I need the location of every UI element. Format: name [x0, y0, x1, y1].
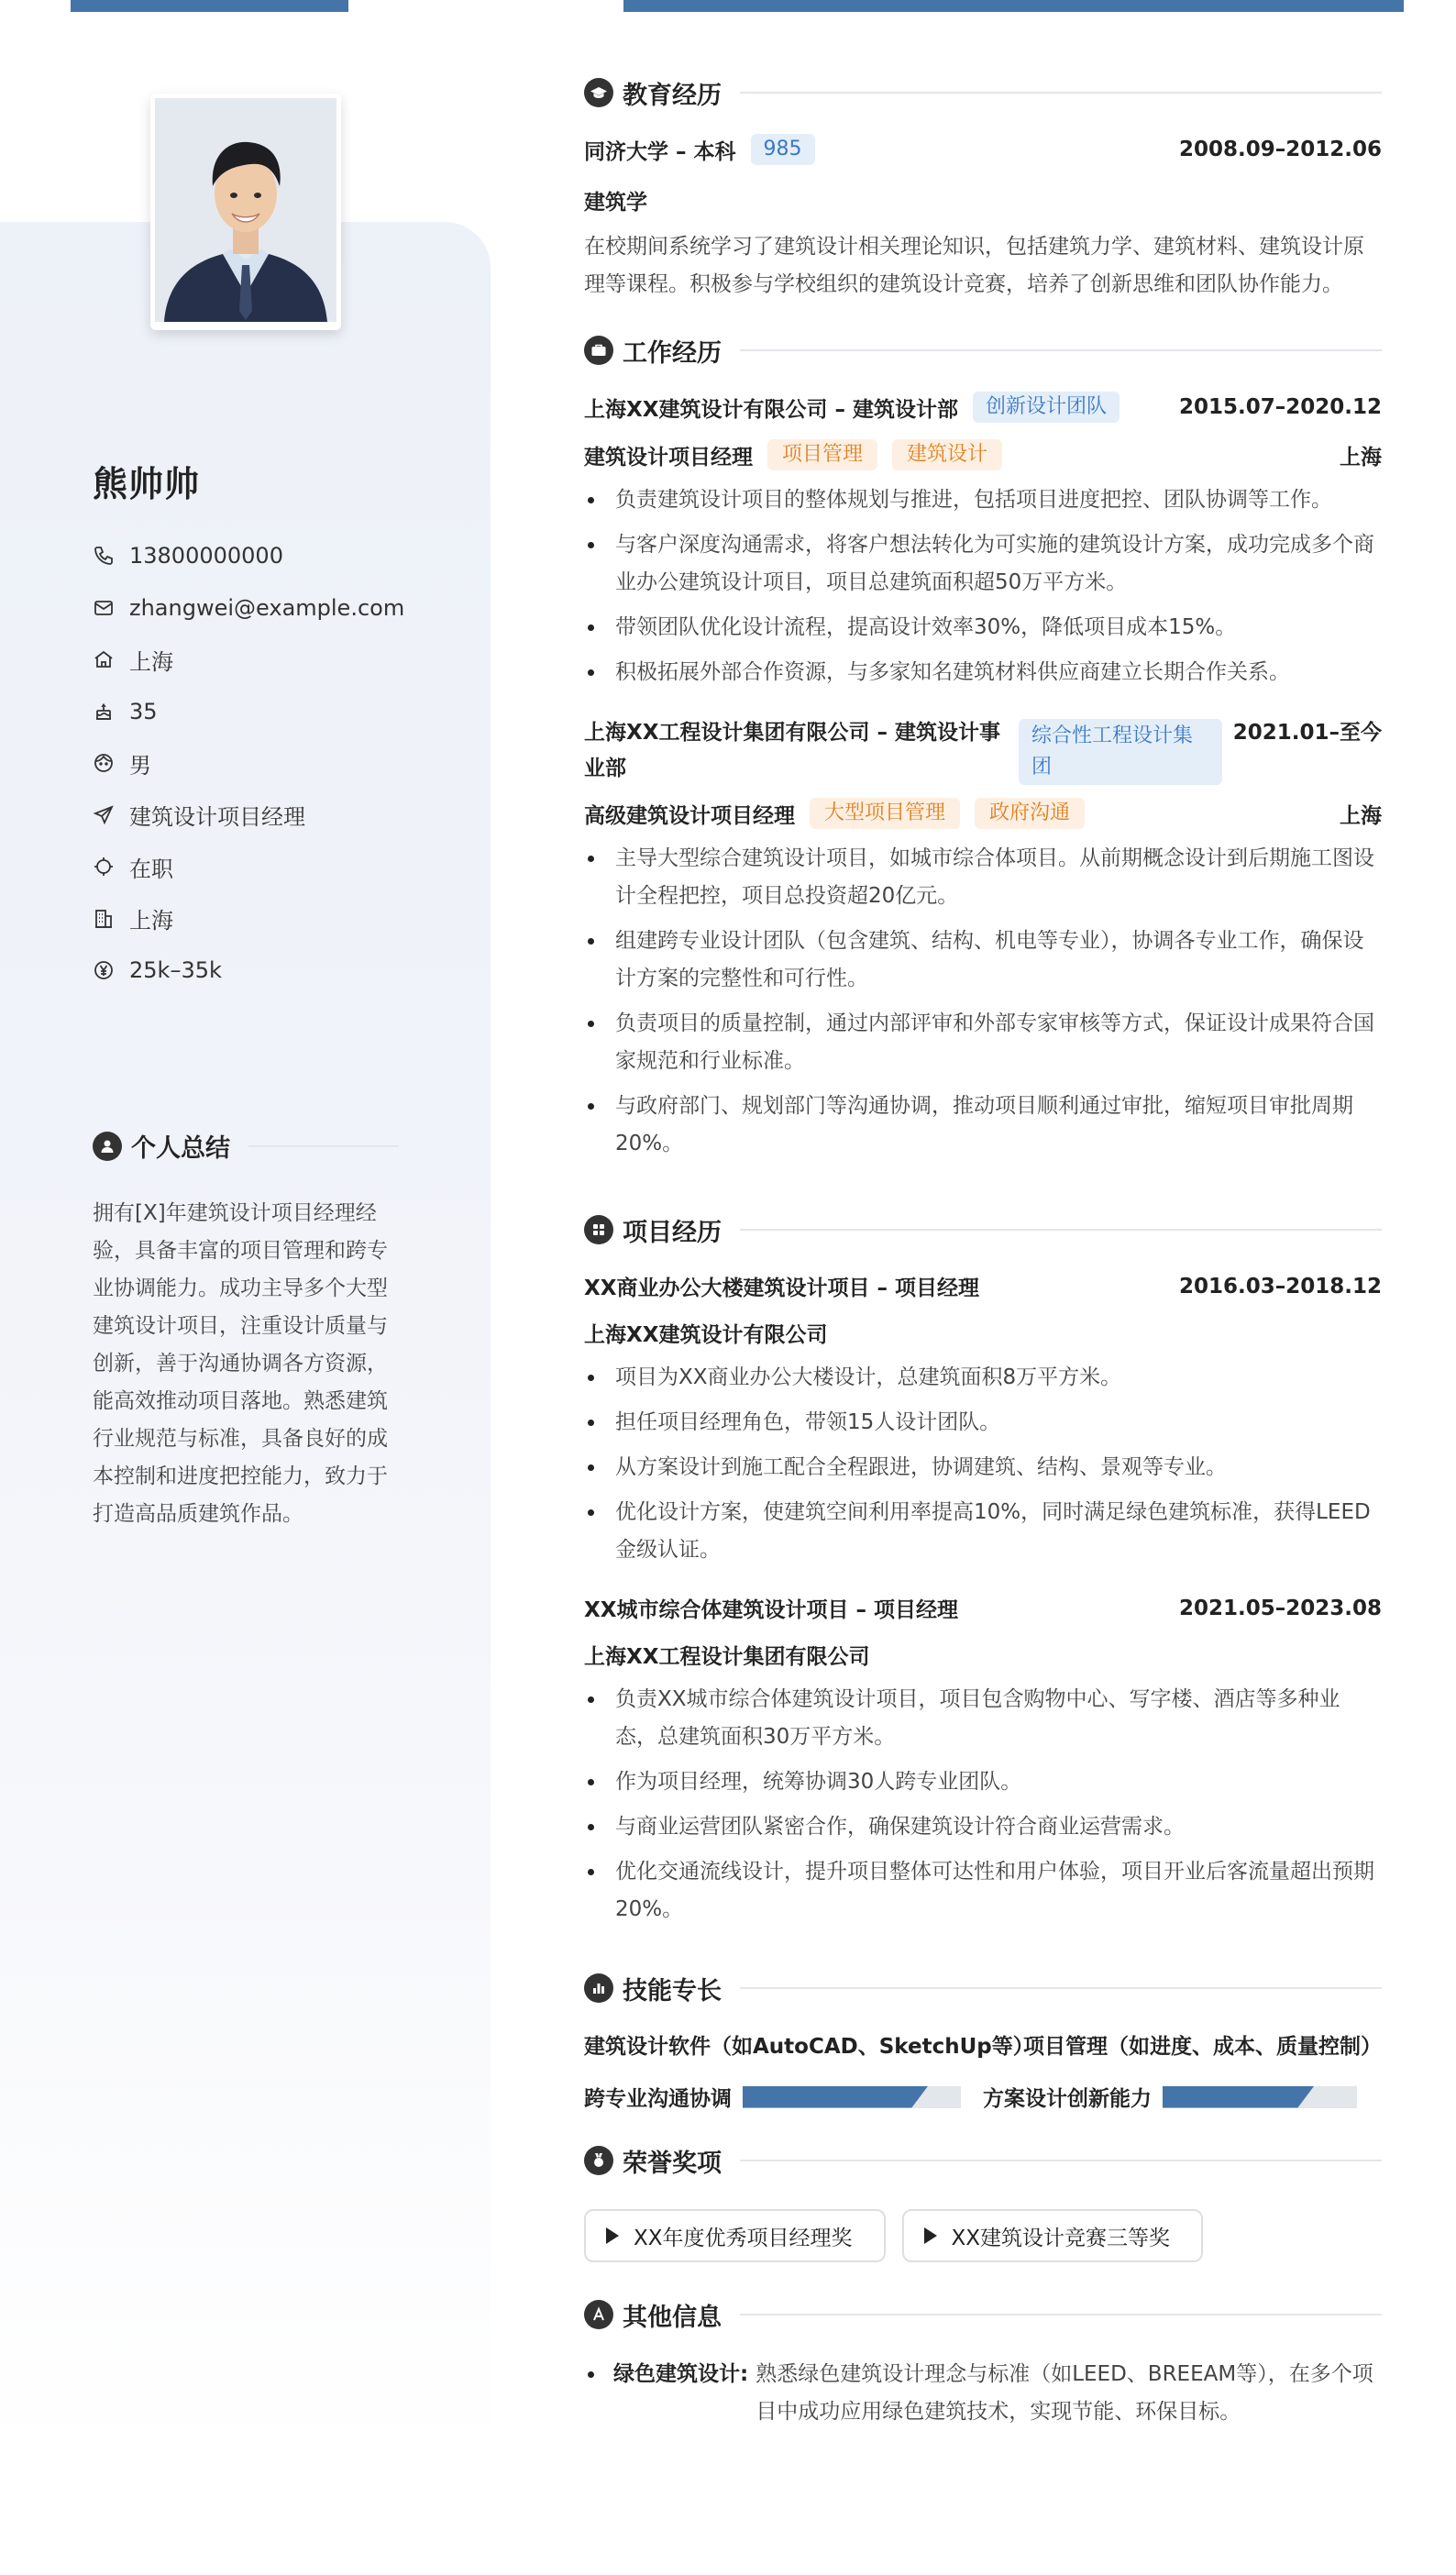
other-section-header: [584, 2295, 1382, 2334]
salary-text: 25k–35k: [129, 957, 222, 984]
education-major-row: [584, 185, 1382, 216]
send-icon: [93, 804, 115, 826]
skills-title: 技能专长: [623, 1976, 722, 2006]
briefcase-icon: [584, 336, 613, 365]
education-date: 2008.09–2012.06: [1178, 138, 1382, 161]
bar-chart-icon: [584, 1973, 613, 2003]
skill-name: 方案设计创新能力: [983, 2087, 1152, 2111]
other-info-text: 熟悉绿色建筑设计理念与标准（如LEED、BREEAM等），在多个项目中成功应用绿色建筑技术，实现节能、环保目标。: [756, 2362, 1373, 2424]
list-item: 组建跨专业设计团队（包含建筑、结构、机电等专业），协调各专业工作，确保设计方案的完整性和可行性。: [584, 923, 1382, 998]
email-address: zhangwei@example.com: [129, 594, 405, 621]
target-city-text: 上海: [129, 908, 173, 934]
contact-info-list: [93, 530, 459, 997]
info-phone: [93, 530, 459, 582]
skill-level-fill: [1163, 2086, 1314, 2108]
list-item: 项目为XX商业办公大楼设计，总建筑面积8万平方米。: [584, 1359, 1382, 1397]
skill-level-fill: [743, 2086, 928, 2108]
mail-icon: [93, 597, 115, 619]
work-role: 高级建筑设计项目经理: [584, 803, 795, 828]
top-accent-bar-right: [623, 0, 1404, 12]
project-name: XX商业办公大楼建筑设计项目 – 项目经理: [584, 1276, 979, 1300]
play-icon: [924, 2227, 937, 2244]
work-skill-tag: 建筑设计: [892, 439, 1002, 470]
phone-icon: [93, 545, 115, 567]
skill-name: 建筑设计软件（如AutoCAD、SketchUp等）: [584, 2035, 1034, 2059]
summary-text: 拥有[X]年建筑设计项目经理经验，具备丰富的项目管理和跨专业协调能力。成功主导多个大型建筑设计项目，注重设计质量与创新，善于沟通协调各方资源，能高效推动项目落地。熟悉建筑行业规范与标准，具备良好的成本控制和进度把控能力，致力于打造高品质建筑作品。: [93, 1201, 388, 1526]
work-skill-tag: 项目管理: [767, 439, 877, 470]
age-text: 35: [129, 698, 158, 724]
work-org: 上海XX工程设计集团有限公司 – 建筑设计事业部: [584, 721, 1000, 780]
work-item: [584, 715, 1382, 1163]
other-title: 其他信息: [623, 2303, 722, 2332]
medal-icon: [584, 2146, 613, 2175]
education-section-header: [584, 73, 1382, 112]
project-date: 2021.05–2023.08: [1178, 1596, 1382, 1620]
work-title: 工作经历: [623, 338, 722, 368]
work-team-tag: 创新设计团队: [973, 392, 1120, 423]
main-column: [584, 73, 1382, 2431]
school-name: 同济大学 – 本科: [584, 139, 736, 164]
info-gender: [93, 737, 459, 790]
major-name: 建筑学: [584, 191, 647, 215]
list-item: 与商业运营团队紧密合作，确保建筑设计符合商业运营需求。: [584, 1808, 1382, 1846]
info-location: [93, 634, 459, 686]
work-skill-tag: 大型项目管理: [810, 798, 960, 829]
list-item: 担任项目经理角色，带领15人设计团队。: [584, 1404, 1382, 1442]
info-target-position: [93, 790, 459, 842]
play-icon: [606, 2227, 619, 2244]
work-role: 建筑设计项目经理: [584, 445, 753, 470]
awards-title: 荣誉奖项: [623, 2149, 722, 2178]
project-bullets: [584, 1681, 1382, 1928]
other-info-label: 绿色建筑设计:: [613, 2362, 749, 2386]
list-item: 负责项目的质量控制，通过内部评审和外部专家审核等方式，保证设计成果符合国家规范和行业标准。: [584, 1005, 1382, 1080]
yen-coin-icon: [93, 959, 115, 981]
section-divider: [740, 2160, 1382, 2161]
gender-text: 男: [129, 752, 151, 779]
target-position-text: 建筑设计项目经理: [129, 804, 305, 831]
project-item: [584, 1593, 1382, 1928]
location-text: 上海: [129, 648, 173, 675]
phone-number: 13800000000: [129, 543, 283, 569]
profile-photo-frame: [150, 94, 341, 330]
education-header-row: [584, 134, 1382, 165]
portrait-illustration: [155, 98, 336, 322]
candidate-name: 熊帅帅: [93, 464, 201, 504]
home-icon: [93, 648, 115, 670]
list-item: 优化交通流线设计，提升项目整体可达性和用户体验，项目开业后客流量超出预期20%。: [584, 1853, 1382, 1928]
summary-section-header: [93, 1128, 399, 1164]
top-accent-bar-left: [71, 0, 348, 12]
list-item: 与客户深度沟通需求，将客户想法转化为可实施的建筑设计方案，成功完成多个商业办公建筑设计项目，项目总建筑面积超50万平方米。: [584, 526, 1382, 602]
section-divider: [740, 2314, 1382, 2315]
section-divider: [740, 349, 1382, 351]
list-item: 优化设计方案，使建筑空间利用率提高10%，同时满足绿色建筑标准，获得LEED金级认证。: [584, 1494, 1382, 1569]
cake-icon: [93, 701, 115, 723]
skills-bar-row: [584, 2082, 1382, 2112]
info-target-city: [93, 893, 459, 945]
work-bullets: [584, 481, 1382, 691]
skill-level-bar: [1163, 2086, 1357, 2108]
list-item: 与政府部门、规划部门等沟通协调，推动项目顺利通过审批，缩短项目审批周期20%。: [584, 1088, 1382, 1163]
work-date: 2015.07–2020.12: [1178, 395, 1382, 419]
project-company: 上海XX建筑设计有限公司: [584, 1323, 828, 1347]
info-email: [93, 582, 459, 635]
building-icon: [93, 908, 115, 930]
info-age: [93, 686, 459, 738]
skill-level-bar: [743, 2086, 961, 2108]
project-company: 上海XX工程设计集团有限公司: [584, 1645, 870, 1669]
list-item: 负责建筑设计项目的整体规划与推进，包括项目进度把控、团队协调等工作。: [584, 481, 1382, 519]
education-title: 教育经历: [623, 81, 722, 110]
graduation-cap-icon: [584, 78, 613, 107]
education-description: 在校期间系统学习了建筑设计相关理论知识，包括建筑力学、建筑材料、建筑设计原理等课程。积极参与学校组织的建筑设计竞赛，培养了创新思维和团队协作能力。: [584, 235, 1364, 296]
info-badge-icon: [584, 2300, 613, 2329]
skills-section-header: [584, 1969, 1382, 2007]
info-salary: [93, 945, 459, 997]
project-bullets: [584, 1359, 1382, 1569]
section-divider: [740, 92, 1382, 94]
status-ring-icon: [93, 856, 115, 878]
awards-section-header: [584, 2141, 1382, 2180]
list-item: 带领团队优化设计流程，提高设计效率30%，降低项目成本15%。: [584, 609, 1382, 647]
list-item: 主导大型综合建筑设计项目，如城市综合体项目。从前期概念设计到后期施工图设计全程把控，项目总投资超20亿元。: [584, 840, 1382, 915]
section-divider: [740, 1987, 1382, 1989]
work-org: 上海XX建筑设计有限公司 – 建筑设计部: [584, 397, 958, 422]
work-team-tag: 综合性工程设计集团: [1019, 719, 1222, 785]
work-date: 2021.01–至今: [1232, 721, 1382, 745]
other-info-item: [584, 2356, 1382, 2431]
award-label: XX年度优秀项目经理奖: [634, 2226, 853, 2250]
work-section-header: [584, 331, 1382, 370]
grid-icon: [584, 1215, 613, 1244]
work-item: [584, 392, 1382, 691]
status-text: 在职: [129, 856, 173, 882]
summary-title: 个人总结: [131, 1134, 230, 1163]
project-name: XX城市综合体建筑设计项目 – 项目经理: [584, 1598, 958, 1622]
awards-list: [584, 2209, 1382, 2262]
work-bullets: [584, 840, 1382, 1163]
list-item: 负责XX城市综合体建筑设计项目，项目包含购物中心、写字楼、酒店等多种业态，总建筑面积30万平方米。: [584, 1681, 1382, 1756]
school-tag: 985: [751, 134, 815, 165]
award-item: [902, 2209, 1204, 2262]
project-item: [584, 1271, 1382, 1569]
list-item: 作为项目经理，统筹协调30人跨专业团队。: [584, 1763, 1382, 1801]
profile-photo: [155, 98, 336, 322]
list-item: 积极拓展外部合作资源，与多家知名建筑材料供应商建立长期合作关系。: [584, 654, 1382, 691]
skill-name: 项目管理（如进度、成本、质量控制）: [1023, 2035, 1382, 2059]
award-item: [584, 2209, 886, 2262]
skills-top-row: [584, 2029, 1382, 2060]
info-status: [93, 841, 459, 893]
projects-title: 项目经历: [623, 1218, 722, 1247]
work-skill-tag: 政府沟通: [975, 798, 1085, 829]
section-divider: [248, 1145, 399, 1147]
projects-section-header: [584, 1210, 1382, 1249]
list-item: 从方案设计到施工配合全程跟进，协调建筑、结构、景观等专业。: [584, 1449, 1382, 1486]
project-date: 2016.03–2018.12: [1178, 1274, 1382, 1299]
skill-name: 跨专业沟通协调: [584, 2087, 732, 2111]
face-icon: [93, 752, 115, 774]
work-city: 上海: [1340, 803, 1382, 828]
section-divider: [740, 1229, 1382, 1231]
user-icon: [93, 1132, 122, 1161]
work-city: 上海: [1340, 445, 1382, 470]
award-label: XX建筑设计竞赛三等奖: [951, 2226, 1171, 2250]
